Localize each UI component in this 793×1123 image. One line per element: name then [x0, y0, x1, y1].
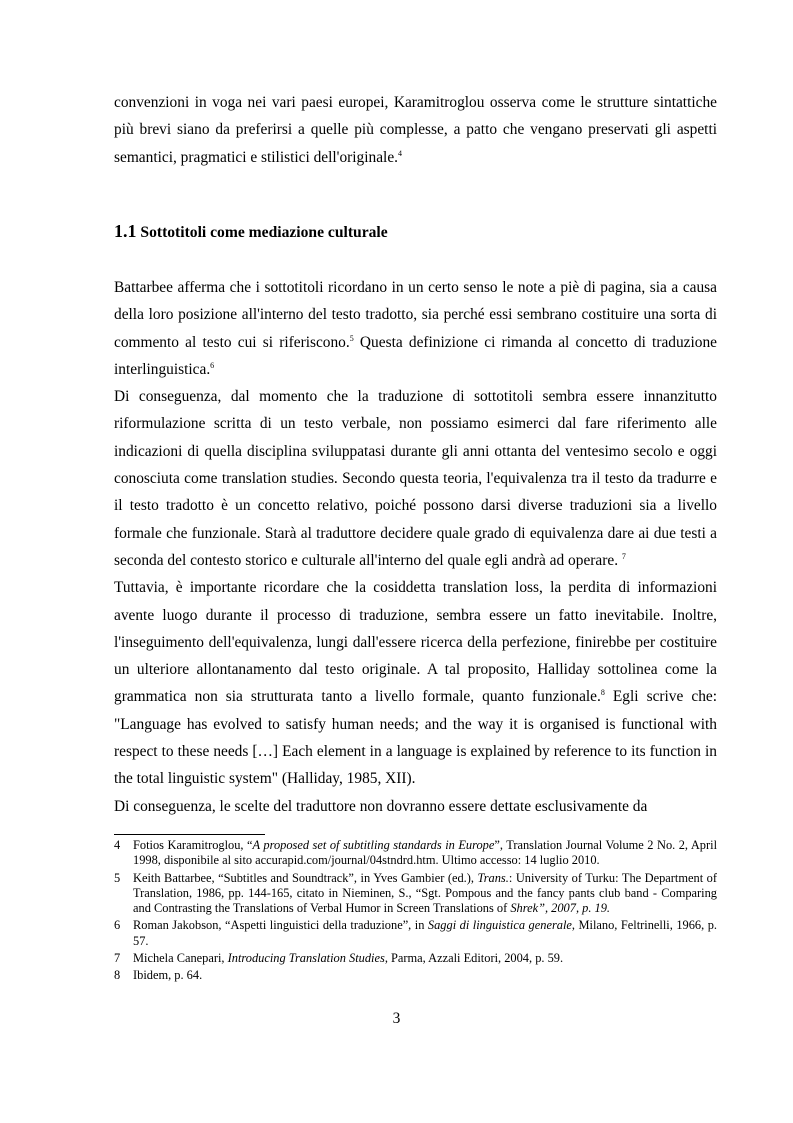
footnote-ref[interactable]: 6 — [210, 360, 215, 370]
footnote-ref[interactable]: 5 — [349, 333, 354, 343]
footnote — [114, 951, 717, 966]
footnote-text: Ibidem, p. 64. — [133, 968, 203, 983]
paragraph: Di conseguenza, dal momento che la traduzione di sottotitoli sembra essere innanzitutto riformulazione scritta di un testo verbale, non possiamo esimerci dal fare riferimento alle indicazioni di quella disciplina sviluppatasi durante gli anni ottanta del ventesimo secolo e oggi conosciuta come translation studies. Secondo questa teoria, l'equivalenza tra il testo da tradurre e il testo tradotto è un concetto relativo, poiché possono darsi diverse traduzioni sia a livello formale che funzionale. Starà al traduttore decidere quale grado di equivalenza dare ai due testi a seconda del contesto storico e culturale all'interno del quale egli andrà ad operare. $^7$ — [114, 388, 717, 569]
section-number: 1.1 — [114, 221, 137, 241]
footnote — [114, 838, 717, 869]
paragraph: convenzioni in voga nei vari paesi europei, Karamitroglou osserva come le strutture sintattiche più brevi siano da preferirsi a quelle più complesse, a patto che vengano preservati gli aspetti semantici, pragmatici e stilistici dell'originale.$^4$ — [114, 94, 717, 166]
footnote-number: 6 — [114, 918, 121, 933]
footnote-number: 4 — [114, 838, 121, 852]
section-title: Sottotitoli come mediazione culturale — [140, 224, 388, 241]
footnote-text: Michela Canepari, Introducing Translation Studies, Parma, Azzali Editori, 2004, p. 59. — [133, 951, 564, 966]
footnote-text: Fotios Karamitroglou, “A proposed set of subtitling standards in Europe”, Translation Journal Volume 2 No. 2, April 1998, disponibile al sito accurapid.com/journal/04stndrd.htm. Ultimo accesso: 14 luglio 2010. — [133, 838, 718, 868]
footnote-number: 5 — [114, 870, 121, 885]
page-number: 3 — [392, 1010, 401, 1027]
footnote-ref[interactable]: 4 — [398, 148, 402, 158]
footnote — [114, 968, 717, 983]
footnote — [114, 871, 717, 917]
footnote-ref[interactable]: 7 — [621, 551, 626, 561]
footnote-ref[interactable]: 8 — [600, 688, 605, 698]
paragraph-continued — [114, 89, 717, 171]
footnote-number: 8 — [114, 968, 121, 983]
footnote-number: 7 — [114, 951, 121, 966]
section-body — [114, 274, 717, 820]
paragraph: Tuttavia, è importante ricordare che la cosiddetta translation loss, la perdita di informazioni avente luogo durante il processo di traduzione, sembra essere un fatto inevitabile. Inoltre, l'inseguimento dell'equivalenza, lungi dall'essere ricerca della perfezione, finirebbe per costituire un ulteriore allontanamento dal testo originale. A tal proposito, Halliday sottolinea come la grammatica non sia strutturata tanto a livello formale, quanto funzionale.$^8$ Egli scrive che: "Language has evolved to satisfy human needs; and the way it is organised is functional with respect to these needs […] Each element in a language is explained by reference to its function in the total linguistic system" (Halliday, 1985, XII). — [114, 579, 717, 788]
paragraph: Battarbee afferma che i sottotitoli ricordano in un certo senso le note a piè di pagina, sia a causa della loro posizione all'interno del testo tradotto, sia perché essi sembrano costituire una sorta di commento al testo cui si riferiscono.$^5$ Questa definizione ci rimanda al concetto di traduzione interlinguistica.$^6$ — [114, 279, 717, 378]
footnotes — [114, 838, 717, 986]
paragraph: Di conseguenza, le scelte del traduttore non dovranno essere dettate esclusivamente da — [114, 797, 648, 815]
footnote-text: Roman Jakobson, “Aspetti linguistici della traduzione”, in Saggi di linguistica generale, Milano, Feltrinelli, 1966, p. 57. — [133, 918, 717, 948]
footnote-divider — [114, 834, 265, 835]
footnote — [114, 918, 717, 949]
section-heading — [114, 221, 388, 242]
footnote-text: Keith Battarbee, “Subtitles and Soundtrack”, in Yves Gambier (ed.), Trans.: University of Turku: The Department of Translation, 1986, pp. 144-165, citato in Nieminen, S., “Sgt. Pompous and the fancy pants club band - Comparing and Contrasting the Translations of Verbal Humor in Screen Translations of Shrek”, 2007, p. 19. — [133, 870, 717, 916]
